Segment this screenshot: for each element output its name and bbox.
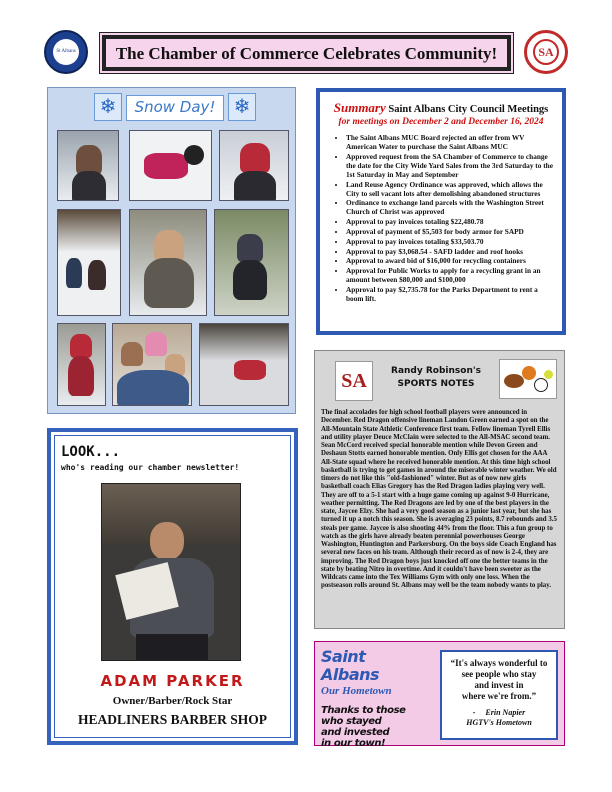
sports-author: Randy Robinson's xyxy=(391,366,481,376)
council-item: • Approval to pay invoices totaling $22,480.78 xyxy=(346,217,556,226)
sports-article-text: The final accolades for high school football players were announced in December. Red Dragon offensive lineman Landon Green earned a spot on the All-Mountain State Athletic Conference first team. Fellow lineman Tyrell Ellis and utility player Deuce McClain were selected to the All-MSAC second team. Sean McCord received special honorable mention while Devon Green and Deshaun Stotts earned honorable mention. Only Ellis got chosen for the AAA All-State squad where he received honorable mention. At this time high school basketball is trying to get games in around the miserable winter weather. We old timers do not like this "old-fashioned" winter. But as of now new girls basketball coach Elias Gregory has the Red Dragon ladies playing very well. They are off to a 5-1 start with a huge game coming up against 9-0 Hurricane, weather permitting. The Red Dragons are led by one of the best players in the state, Jaycee Elzy. She had a very good season as a junior last year, but she has turned it up a notch this season. She is averaging 23 points, 8.7 rebounds and 3.5 steals per game. Jaycee is also shooting 44% from the floor. This a fun group to watch as the girls have already beaten perennial powerhouses George Washington, Huntington and Parkersburg. On the boys side Coach England has several new faces on his team. Although their record as of now is 2-4, they are improving. The Red Dragon boys just knocked off one the better teams in the state by beating Nitro in overtime. And it couldn't have been sweeter as the Wildcats came into the Tex Williams Gym with only one loss. When the postseason rolls around St. Albans may well be the team nobody wants to play. xyxy=(321,409,557,590)
thanks-line: in our town! xyxy=(321,738,386,749)
council-item: • Approval to award bid of $16,000 for recycling containers xyxy=(346,256,556,265)
barber-name: ADAM PARKER xyxy=(100,672,245,690)
barber-shop-name: HEADLINERS BARBER SHOP xyxy=(77,712,268,727)
chamber-logo-right xyxy=(524,30,568,74)
snow-photo xyxy=(57,209,121,316)
council-item: • Approval to pay invoices totaling $33,503.70 xyxy=(346,237,556,246)
council-summary-box xyxy=(316,88,566,335)
snow-photo-dog xyxy=(129,130,212,201)
council-item: • Approval to pay $3,068.54 - SAFD ladder and roof hooks xyxy=(346,247,556,256)
quote-line: “It's always wonderful to xyxy=(450,658,548,668)
snow-photo-dog xyxy=(199,323,289,406)
summary-word: Summary xyxy=(333,100,386,115)
council-item: • Ordinance to exchange land parcels with the Washington Street Church of Christ was approved xyxy=(346,198,556,216)
snow-day-title: Snow Day! xyxy=(126,95,224,121)
snowflake-icon: ❄ xyxy=(94,93,122,121)
snow-photo xyxy=(129,209,207,316)
quote-text xyxy=(446,658,552,702)
logo-left-text: St Albans xyxy=(53,39,79,65)
quote-line: where we're from.” xyxy=(461,691,537,701)
hometown-thanks xyxy=(321,705,421,749)
snow-day-header xyxy=(94,93,256,123)
council-title: Saint Albans City Council Meetings xyxy=(388,104,549,115)
hometown-title: Saint Albans xyxy=(321,647,380,684)
snow-photo xyxy=(112,323,192,406)
look-subtitle: who's reading our chamber newsletter! xyxy=(61,463,240,472)
snowflake-icon: ❄ xyxy=(228,93,256,121)
quote-line: and invest in xyxy=(474,680,524,690)
look-title: LOOK... xyxy=(61,444,121,460)
sports-balls-icon xyxy=(499,359,557,399)
council-item: • The Saint Albans MUC Board rejected an offer from WV American Water to purchase the Saint Albans MUC xyxy=(346,133,556,151)
sports-heading: SPORTS NOTES xyxy=(397,379,475,389)
quote-author xyxy=(446,708,552,728)
thanks-line: and invested xyxy=(321,727,390,738)
chamber-logo-left xyxy=(44,30,88,74)
quote-line: see people who stay xyxy=(461,669,537,679)
author-line: HGTV's Hometown xyxy=(466,718,532,727)
author-line: - Erin Napier xyxy=(472,708,526,717)
council-subtitle: for meetings on December 2 and December 16, 2024 xyxy=(338,117,544,127)
hometown-subtitle: Our Hometown xyxy=(321,685,392,697)
snow-photo xyxy=(57,130,119,201)
council-item: • Approved request from the SA Chamber of Commerce to change the date for the City Wide Yard Sales from the 3rd Saturday to the 1st Saturday in May and September xyxy=(346,152,556,179)
sports-header xyxy=(321,357,558,403)
thanks-line: Thanks to those xyxy=(321,705,406,716)
sports-title xyxy=(381,365,491,391)
barber-role: Owner/Barber/Rock Star xyxy=(112,695,233,707)
snow-photo xyxy=(57,323,106,406)
council-item: • Land Reuse Agency Ordinance was approved, which allows the City to sell vacant lots after demolishing abandoned structures xyxy=(346,180,556,198)
council-heading xyxy=(326,102,556,116)
council-item: • Approval of payment of $5,503 for body armor for SAPD xyxy=(346,227,556,236)
quote-box xyxy=(440,650,558,740)
thanks-line: who stayed xyxy=(321,716,382,727)
barber-reading-photo xyxy=(101,483,241,661)
hometown-left xyxy=(321,648,421,749)
sa-logo: SA xyxy=(335,361,373,401)
newsletter-title: The Chamber of Commerce Celebrates Community! xyxy=(115,44,498,63)
newsletter-title-box xyxy=(104,37,509,69)
council-item: • Approval to pay $2,735.78 for the Parks Department to rent a boom lift. xyxy=(346,285,556,303)
hometown-box xyxy=(314,641,565,749)
council-item-list xyxy=(326,133,556,303)
sports-notes-box xyxy=(314,350,565,629)
snow-photo xyxy=(219,130,289,201)
logo-right-text: SA xyxy=(533,39,559,65)
snow-photo xyxy=(214,209,289,316)
council-item: • Approval for Public Works to apply for a recycling grant in an amount between $80,000 and $100,000 xyxy=(346,266,556,284)
